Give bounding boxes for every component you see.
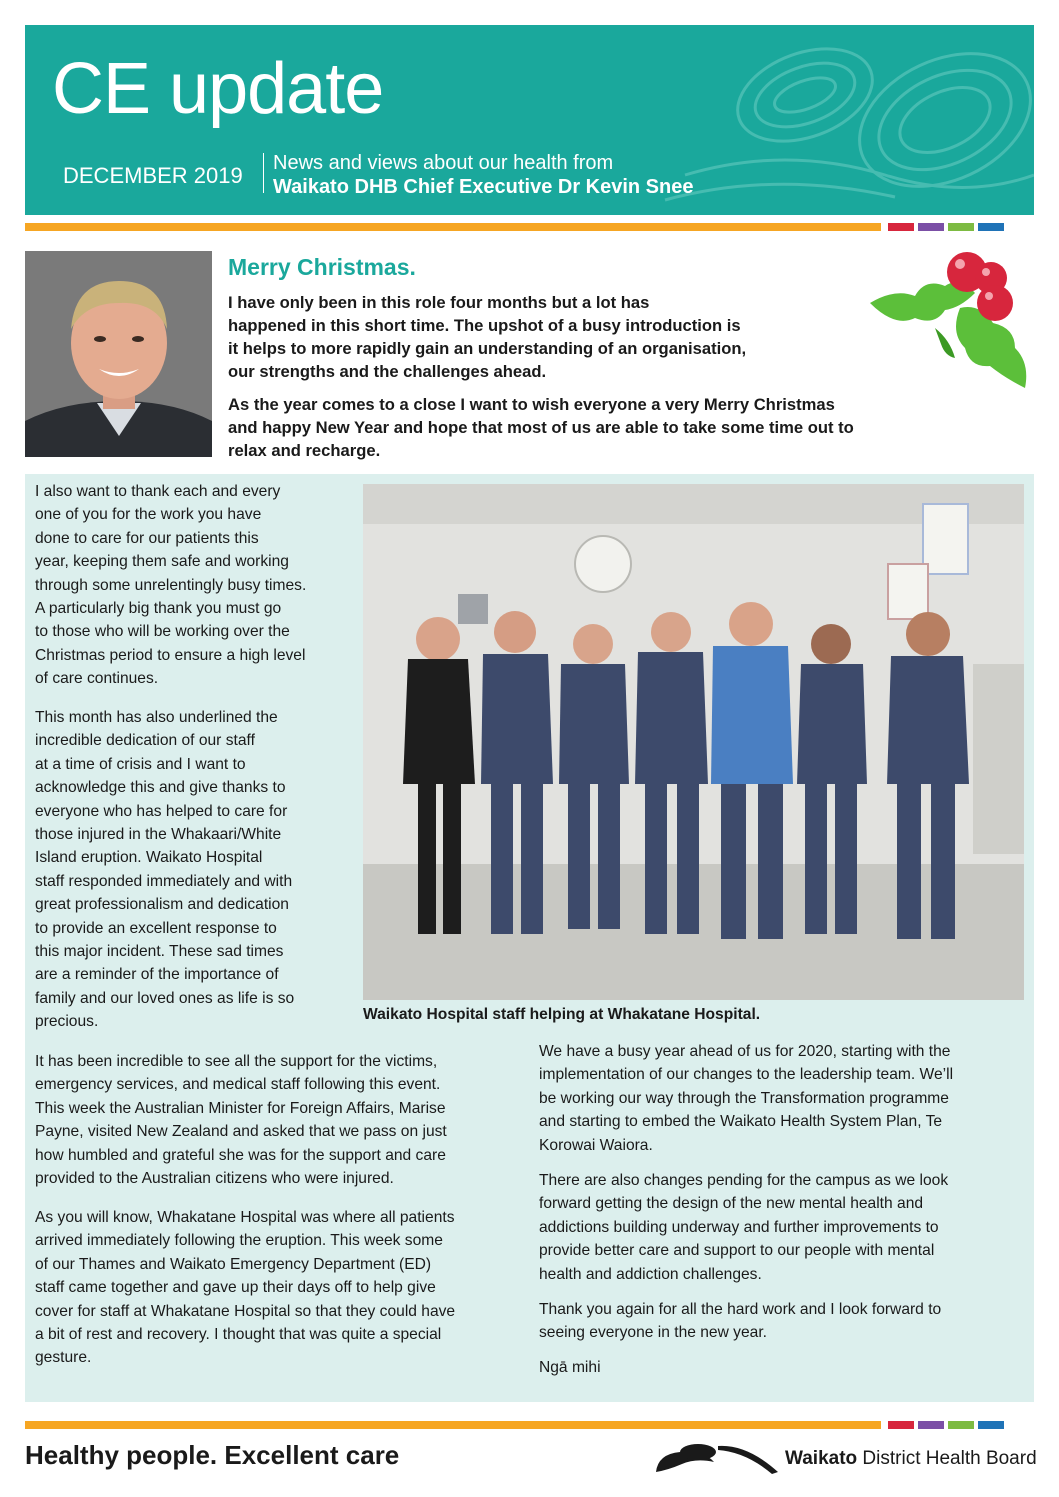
text-line: acknowledge this and give thanks to [35,779,286,797]
text-line: are a reminder of the importance of [35,966,279,984]
text-line: great professionalism and dedication [35,896,289,914]
text-line: precious. [35,1013,99,1031]
bottom-right-paragraph-2 [539,1169,948,1286]
text-line: happened in this short time. The upshot of a busy introduction is [228,316,741,335]
staff-group-photo [363,484,1024,1000]
text-line: through some unrelentingly busy times. [35,576,307,594]
text-line: provided to the Australian citizens who were injured. [35,1170,394,1188]
text-line: to provide an excellent response to [35,919,277,937]
text-line: As you will know, Whakatane Hospital was where all patients [35,1209,455,1226]
bottom-right-paragraph-1 [539,1040,953,1157]
text-line: incredible dedication of our staff [35,732,255,750]
text-line: of care continues. [35,670,159,688]
red-square [888,223,914,231]
ceo-portrait [25,251,212,457]
text-line: provide better care and support to our people with mental [539,1242,935,1260]
header-divider [263,153,264,193]
text-line: There are also changes pending for the campus as we look [539,1172,949,1189]
text-line: and happy New Year and hope that most of us are able to take some time out to [228,418,854,437]
text-line: It has been incredible to see all the support for the victims, [35,1053,438,1070]
text-line: be working our way through the Transformation programme [539,1089,949,1107]
org-name-bold: Waikato [785,1448,858,1469]
text-line: family and our loved ones as life is so [35,989,295,1007]
left-paragraph-2 [35,706,294,1034]
text-line: Thank you again for all the hard work and I look forward to [539,1301,942,1318]
intro-paragraph-1 [228,291,746,383]
text-line: Island eruption. Waikato Hospital [35,849,263,867]
text-line: this major incident. These sad times [35,943,284,961]
text-line: those injured in the Whakaari/White [35,826,282,844]
header-author: Waikato DHB Chief Executive Dr Kevin Snee [273,176,694,198]
bottom-right-paragraph-3 [539,1298,941,1345]
text-line: how humbled and grateful she was for the support and care [35,1146,446,1164]
bottom-left-paragraph-2 [35,1206,455,1370]
signoff: Ngā mihi [539,1359,601,1376]
text-line: gesture. [35,1349,92,1367]
text-line: staff came together and gave up their days off to help give [35,1279,436,1297]
blue-square [978,223,1004,231]
text-line: staff responded immediately and with [35,872,293,890]
text-line: of our Thames and Waikato Emergency Department (ED) [35,1255,432,1273]
text-line: one of you for the work you have [35,506,262,524]
green-square [948,223,974,231]
top-orange-bar [25,223,881,231]
text-line: relax and recharge. [228,441,381,460]
text-line: our strengths and the challenges ahead. [228,362,547,381]
text-line: a bit of rest and recovery. I thought that was quite a special [35,1326,442,1344]
text-line: As the year comes to a close I want to wish everyone a very Merry Christmas [228,395,835,414]
org-name-rest: District Health Board [857,1448,1037,1469]
text-line: it helps to more rapidly gain an understanding of an organisation, [228,339,747,358]
green-square [948,1421,974,1429]
waikato-logo-icon [652,1440,782,1476]
text-line: A particularly big thank you must go [35,600,282,618]
bottom-orange-bar [25,1421,881,1429]
text-line: health and addiction challenges. [539,1265,762,1283]
text-line: Payne, visited New Zealand and asked that we pass on just [35,1123,447,1141]
text-line: seeing everyone in the new year. [539,1324,767,1342]
holly-icon [865,248,1035,396]
bottom-left-paragraph-1 [35,1050,447,1190]
footer-organisation [785,1448,1037,1470]
purple-square [918,1421,944,1429]
text-line: done to care for our patients this [35,529,259,547]
intro-heading: Merry Christmas. [228,254,416,280]
text-line: arrived immediately following the eruption. This week some [35,1232,443,1250]
text-line: emergency services, and medical staff following this event. [35,1076,441,1094]
text-line: at a time of crisis and I want to [35,755,246,773]
intro-paragraph-2 [228,393,854,462]
text-line: Korowai Waiora. [539,1136,653,1154]
text-line: We have a busy year ahead of us for 2020, starting with the [539,1043,951,1060]
header-subtitle: News and views about our health from [273,152,614,174]
issue-date: DECEMBER 2019 [63,163,243,188]
footer-slogan: Healthy people. Excellent care [25,1440,400,1470]
text-line: implementation of our changes to the leadership team. We’ll [539,1066,954,1084]
photo-caption: Waikato Hospital staff helping at Whakatane Hospital. [363,1006,761,1023]
left-paragraph-1 [35,480,306,691]
text-line: cover for staff at Whakatane Hospital so that they could have [35,1302,456,1320]
red-square [888,1421,914,1429]
purple-square [918,223,944,231]
text-line: and starting to embed the Waikato Health System Plan, Te [539,1113,943,1131]
text-line: I have only been in this role four months but a lot has [228,293,650,312]
text-line: I also want to thank each and every [35,483,281,500]
blue-square [978,1421,1004,1429]
text-line: This week the Australian Minister for Foreign Affairs, Marise [35,1099,446,1117]
newsletter-title: CE update [52,49,384,129]
header-banner [25,25,1034,215]
text-line: year, keeping them safe and working [35,553,289,571]
text-line: forward getting the design of the new mental health and [539,1195,924,1213]
text-line: Christmas period to ensure a high level [35,646,306,664]
text-line: addictions building underway and further improvements to [539,1218,939,1236]
text-line: This month has also underlined the [35,709,278,726]
text-line: to those who will be working over the [35,623,290,641]
text-line: everyone who has helped to care for [35,802,288,820]
